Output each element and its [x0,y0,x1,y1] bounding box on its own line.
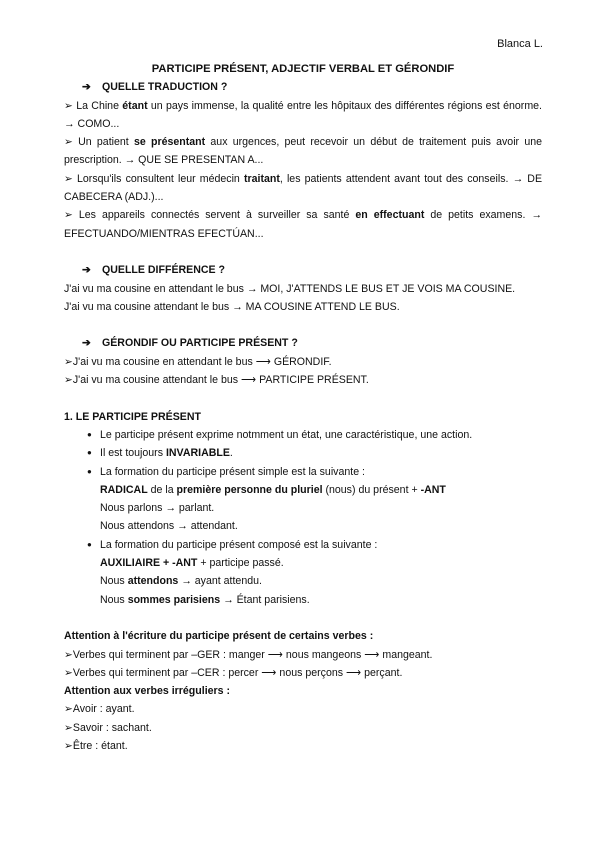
document-body [64,60,542,755]
text: . [229,447,233,460]
spacer [64,389,542,407]
text: Nous [100,575,128,588]
example-line: Nous parlons → parlant. [100,502,215,515]
bold-text: INVARIABLE [165,447,230,460]
bold-text: attendons [127,575,179,588]
example-line: ➢J'ai vu ma cousine attendant le bus ⟶ PARTICIPE PRÉSENT. [64,374,369,387]
example-line: ➢Verbes qui terminent par –GER : manger ⟶ nous mangeons ⟶ mangeant. [64,648,433,661]
text: Nous [100,593,128,606]
page-title: PARTICIPE PRÉSENT, ADJECTIF VERBAL ET GÉRONDIF [151,63,455,75]
list-item: ● Le participe présent exprime notmment un état, une caractéristique, une action. [64,426,542,444]
heading-text: QUELLE DIFFÉRENCE ? [102,264,226,277]
list-item [64,536,542,609]
formula-line [100,481,542,499]
example-item [64,133,542,170]
text: Les appareils connectés servent à surveiller sa santé [72,209,356,222]
example-line: ➢Être : étant. [64,739,128,752]
arrow-icon: ➔ [82,81,91,94]
attention-heading-irregular: Attention aux verbes irréguliers : [64,685,231,698]
section-heading-gerondif [82,334,542,352]
text: Un patient [72,136,134,149]
text: un pays immense, la qualité entre les hôpitaux des différentes régions est énorme. → COMO... [64,99,542,130]
bold-text: sommes parisiens [127,593,221,606]
bold-text: -ANT [420,483,446,496]
text: (nous) du présent + [322,483,421,496]
attention-heading: Attention à l'écriture du participe présent de certains verbes : [64,630,374,643]
text: de petits examens. → EFECTUANDO/MIENTRAS EFECTÚAN... [64,209,542,240]
example-line: ➢Avoir : ayant. [64,703,135,716]
bold-text: se présentant [133,136,206,149]
author-name: Blanca L. [497,38,543,50]
bold-text: première personne du pluriel [176,483,323,496]
spacer [64,316,542,334]
text: ● La formation du participe présent composé est la suivante : [100,538,378,551]
bold-text: RADICAL [100,483,148,496]
bold-text: traitant [243,172,280,185]
bold-text: étant [122,99,148,112]
example-line [100,591,542,609]
arrowhead-icon: ➢ [64,99,73,112]
text: ● La formation du participe présent simple est la suivante : [100,465,365,478]
text: La Chine [72,99,123,112]
example-item [64,97,542,134]
arrow-icon: ➔ [82,264,91,277]
text: → ayant attendu. [178,575,262,588]
part-heading: 1. LE PARTICIPE PRÉSENT [64,410,201,423]
example-line: ➢Verbes qui terminent par –CER : percer ⟶ nous perçons ⟶ perçant. [64,666,403,679]
heading-text: GÉRONDIF OU PARTICIPE PRÉSENT ? [102,337,298,350]
arrowhead-icon: ➢ [64,172,73,185]
section-heading-traduction [82,78,542,96]
example-line: J'ai vu ma cousine attendant le bus → MA COUSINE ATTEND LE BUS. [64,300,400,313]
example-item [64,206,542,243]
example-line: ➢Savoir : sachant. [64,721,152,734]
list-item [64,463,542,536]
list-item [64,444,542,462]
example-line: ➢J'ai vu ma cousine en attendant le bus ⟶ GÉRONDIF. [64,355,332,368]
example-line: Nous attendons → attendant. [100,520,238,533]
arrowhead-icon: ➢ [64,209,73,222]
example-item [64,170,542,207]
text: Lorsqu'ils consultent leur médecin [72,172,244,185]
heading-text: QUELLE TRADUCTION ? [102,81,228,94]
text: Il est toujours [100,447,166,460]
arrow-icon: ➔ [82,337,91,350]
example-line [100,572,542,590]
example-line: J'ai vu ma cousine en attendant le bus → MOI, J'ATTENDS LE BUS ET JE VOIS MA COUSINE. [64,282,516,295]
text: de la [147,483,177,496]
section-heading-difference [82,261,542,279]
rules-list [64,426,542,609]
formula-line [100,554,542,572]
text: → Étant parisiens. [220,593,310,606]
spacer [64,243,542,261]
bold-text: en effectuant [355,209,425,222]
spacer [64,609,542,627]
text: + participe passé. [197,557,284,570]
bold-text: AUXILIAIRE + -ANT [100,557,198,570]
text: , les patients attendent avant tout des conseils. → DE CABECERA (ADJ.)... [64,172,543,204]
text: aux urgences, peut recevoir un début de traitement puis avoir une prescription. → QUE SE PRESENTAN A... [64,136,542,167]
arrowhead-icon: ➢ [64,136,73,149]
